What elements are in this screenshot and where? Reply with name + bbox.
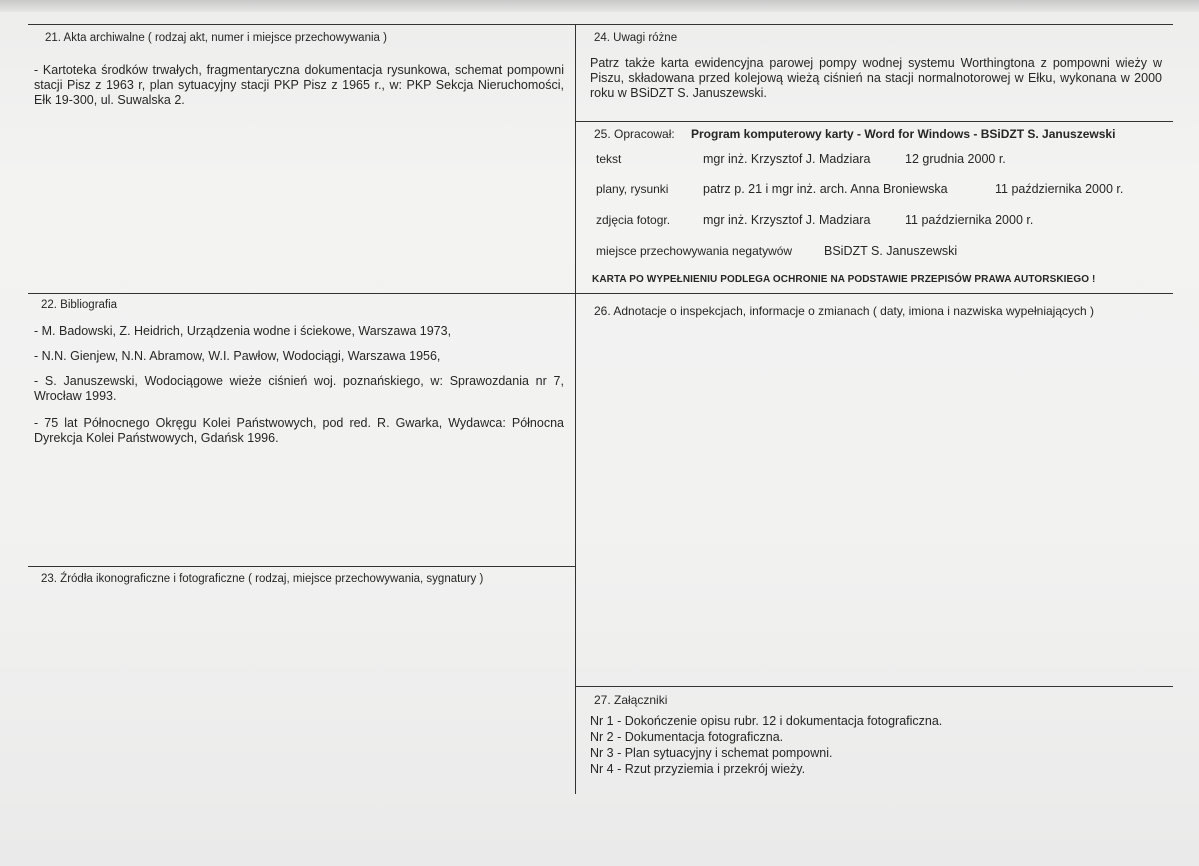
s25-person-zdjecia: mgr inż. Krzysztof J. Madziara [703, 213, 871, 227]
bibliography-item: - M. Badowski, Z. Heidrich, Urządzenia wodne i ściekowe, Warszawa 1973, [34, 324, 452, 338]
s23-title: 23. Źródła ikonograficzne i fotograficzne ( rodzaj, miejsce przechowywania, sygnatury ) [41, 573, 484, 585]
s25-program: Program komputerowy karty - Word for Windows - BSiDZT S. Januszewski [691, 127, 1116, 141]
divider-top [28, 24, 1173, 25]
s21-text: - Kartoteka środków trwałych, fragmentaryczna dokumentacja rysunkowa, schemat pompowni stacji Pisz z 1963 r, plan sytuacyjny stacji PKP Pisz z 1965 r., w: PKP Sekcja Nieruchomości, Ełk 19-300, ul. Suwalska 2. [34, 63, 564, 107]
s27-title: 27. Załączniki [594, 693, 668, 707]
s25-negatives-value: BSiDZT S. Januszewski [824, 244, 958, 258]
s25-person-tekst: mgr inż. Krzysztof J. Madziara [703, 152, 871, 166]
divider-s24-s25 [576, 121, 1173, 122]
bibliography-item: - 75 lat Północnego Okręgu Kolei Państwowych, pod red. R. Gwarka, Wydawca: Północna Dyrekcja Kolei Państwowych, Gdańsk 1996. [34, 416, 564, 445]
bibliography-item: - S. Januszewski, Wodociągowe wieże ciśnień woj. poznańskiego, w: Sprawozdania nr 7, Wrocław 1993. [34, 374, 564, 403]
s25-date-zdjecia: 11 października 2000 r. [905, 213, 1034, 227]
bibliography-item: - N.N. Gienjew, N.N. Abramow, W.I. Pawłow, Wodociągi, Warszawa 1956, [34, 349, 441, 363]
divider-s26-s27 [576, 686, 1173, 687]
s25-title: 25. Opracował: [594, 127, 675, 141]
divider-s25-s26 [576, 293, 1173, 294]
s25-label-plany: plany, rysunki [596, 182, 669, 196]
divider-s22-s23 [28, 566, 575, 567]
s25-date-plany: 11 października 2000 r. [995, 182, 1124, 196]
s24-text: Patrz także karta ewidencyjna parowej pompy wodnej systemu Worthingtona z pompowni wieży w Piszu, składowana przed kolejową wieżą ciśnień na stacji normalnotorowej w Ełku, wykonana w 2000 roku w BSiDZT S. Januszewski. [590, 56, 1162, 100]
attachment-item: Nr 4 - Rzut przyziemia i przekrój wieży. [590, 762, 806, 776]
s26-title: 26. Adnotacje o inspekcjach, informacje o zmianach ( daty, imiona i nazwiska wypełniających ) [594, 304, 1095, 318]
s21-title: 21. Akta archiwalne ( rodzaj akt, numer i miejsce przechowywania ) [45, 32, 387, 44]
s24-title: 24. Uwagi różne [594, 32, 678, 44]
attachment-item: Nr 1 - Dokończenie opisu rubr. 12 i dokumentacja fotograficzna. [590, 714, 943, 728]
s25-label-zdjecia: zdjęcia fotogr. [596, 213, 671, 227]
s22-title: 22. Bibliografia [41, 299, 118, 311]
s25-label-tekst: tekst [596, 152, 622, 166]
scan-edge [0, 0, 1199, 12]
attachment-item: Nr 2 - Dokumentacja fotograficzna. [590, 730, 784, 744]
divider-s21-s22 [28, 293, 575, 294]
s25-date-tekst: 12 grudnia 2000 r. [905, 152, 1006, 166]
copyright-notice: KARTA PO WYPEŁNIENIU PODLEGA OCHRONIE NA PODSTAWIE PRZEPISÓW PRAWA AUTORSKIEGO ! [592, 274, 1096, 285]
attachment-item: Nr 3 - Plan sytuacyjny i schemat pompowni. [590, 746, 833, 760]
s25-person-plany: patrz p. 21 i mgr inż. arch. Anna Broniewska [703, 182, 948, 196]
divider-vertical [575, 24, 576, 794]
s25-negatives-label: miejsce przechowywania negatywów [596, 244, 793, 258]
